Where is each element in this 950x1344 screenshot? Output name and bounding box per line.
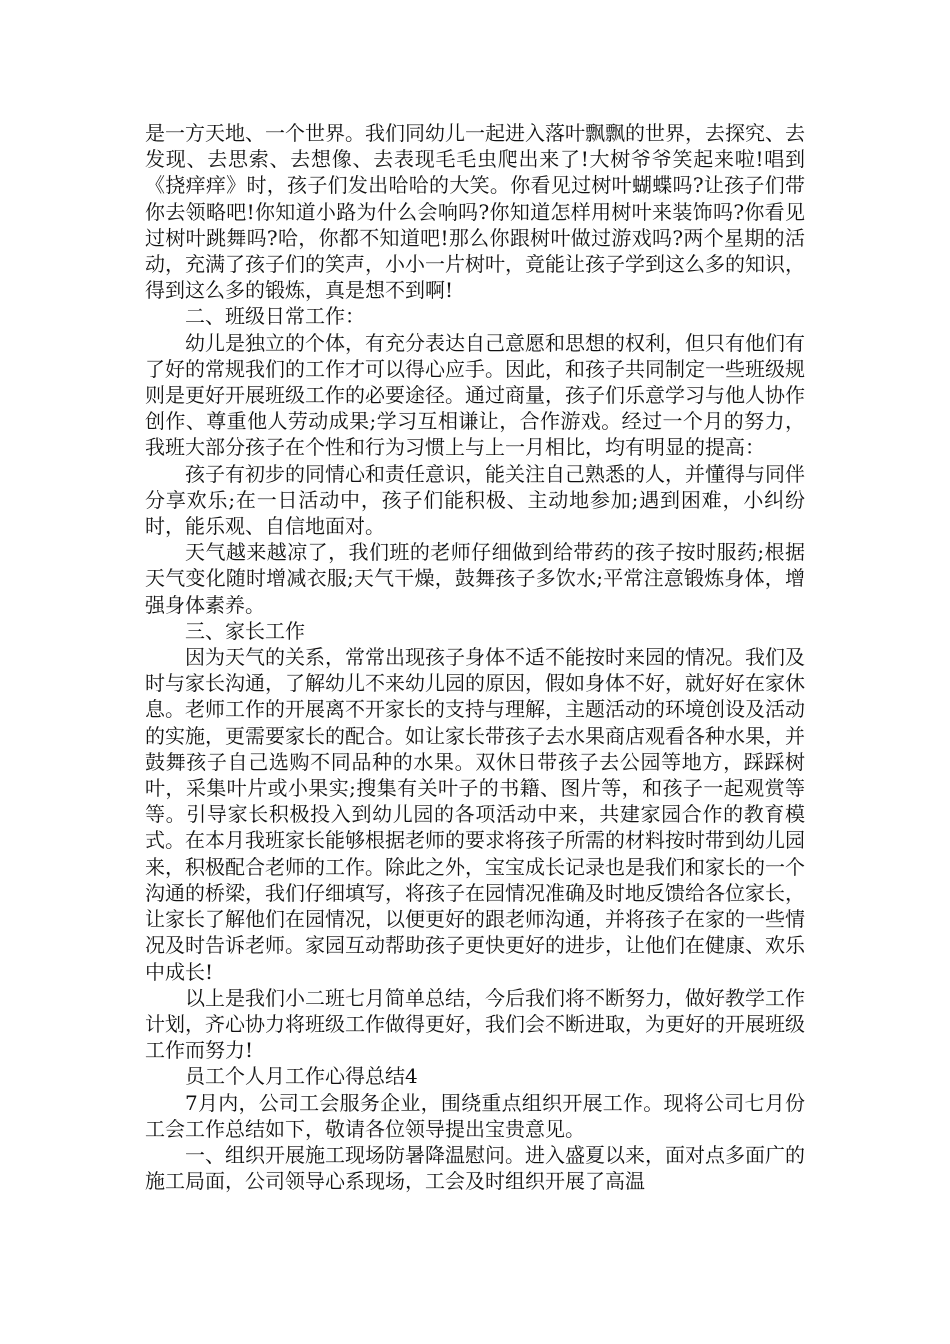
paragraph: 幼儿是独立的个体，有充分表达自己意愿和思想的权利，但只有他们有了好的常规我们的工作才可以得心应手。因此，和孩子共同制定一些班级规则是更好开展班级工作的必要途径。通过商量，孩子们乐意学习与他人协作创作、尊重他人劳动成果;学习互相谦让，合作游戏。经过一个月的努力，我班大部分孩子在个性和行为习惯上与上一月相比，均有明显的提高： (145, 330, 805, 460)
paragraph: 天气越来越凉了，我们班的老师仔细做到给带药的孩子按时服药;根据天气变化随时增减衣服;天气干燥，鼓舞孩子多饮水;平常注意锻炼身体，增强身体素养。 (145, 540, 805, 617)
paragraph: 以上是我们小二班七月简单总结，今后我们将不断努力，做好教学工作计划，齐心协力将班级工作做得更好，我们会不断进取，为更好的开展班级工作而努力! (145, 985, 805, 1063)
document-section-title: 员工个人月工作心得总结4 (185, 1064, 418, 1089)
section-heading-parent-work: 三、家长工作 (185, 618, 305, 643)
section-heading-class-daily-work: 二、班级日常工作： (185, 304, 365, 329)
paragraph: 一、组织开展施工现场防暑降温慰问。进入盛夏以来，面对点多面广的施工局面，公司领导心系现场，工会及时组织开展了高温 (145, 1142, 805, 1194)
paragraph: 因为天气的关系，常常出现孩子身体不适不能按时来园的情况。我们及时与家长沟通，了解幼儿不来幼儿园的原因，假如身体不好，就好好在家休息。老师工作的开展离不开家长的支持与理解，主题活动的环境创设及活动的实施，更需要家长的配合。如让家长带孩子去水果商店观看各种水果，并鼓舞孩子自己选购不同品种的水果。双休日带孩子去公园等地方，踩踩树叶，采集叶片或小果实;搜集有关叶子的书籍、图片等，和孩子一起观赏等等。引导家长积极投入到幼儿园的各项活动中来，共建家园合作的教育模式。在本月我班家长能够根据老师的要求将孩子所需的材料按时带到幼儿园来，积极配合老师的工作。除此之外，宝宝成长记录也是我们和家长的一个沟通的桥梁，我们仔细填写，将孩子在园情况准确及时地反馈给各位家长，让家长了解他们在园情况，以便更好的跟老师沟通，并将孩子在家的一些情况及时告诉老师。家园互动帮助孩子更快更好的进步，让他们在健康、欢乐中成长! (145, 645, 805, 984)
paragraph: 7月内，公司工会服务企业，围绕重点组织开展工作。现将公司七月份工会工作总结如下，敬请各位领导提出宝贵意见。 (145, 1090, 805, 1141)
paragraph-continued: 是一方天地、一个世界。我们同幼儿一起进入落叶飘飘的世界，去探究、去发现、去思索、去想像、去表现毛毛虫爬出来了!大树爷爷笑起来啦!唱到《挠痒痒》时，孩子们发出哈哈的大笑。你看见过树叶蝴蝶吗?让孩子们带你去领略吧!你知道小路为什么会响吗?你知道怎样用树叶来装饰吗?你看见过树叶跳舞吗?哈，你都不知道吧!那么你跟树叶做过游戏吗?两个星期的活动，充满了孩子们的笑声，小小一片树叶，竟能让孩子学到这么多的知识，得到这么多的锻炼，真是想不到啊! (145, 121, 805, 303)
document-page (145, 120, 805, 1194)
paragraph: 孩子有初步的同情心和责任意识，能关注自己熟悉的人，并懂得与同伴分享欢乐;在一日活动中，孩子们能积极、主动地参加;遇到困难，小纠纷时，能乐观、自信地面对。 (145, 461, 805, 539)
